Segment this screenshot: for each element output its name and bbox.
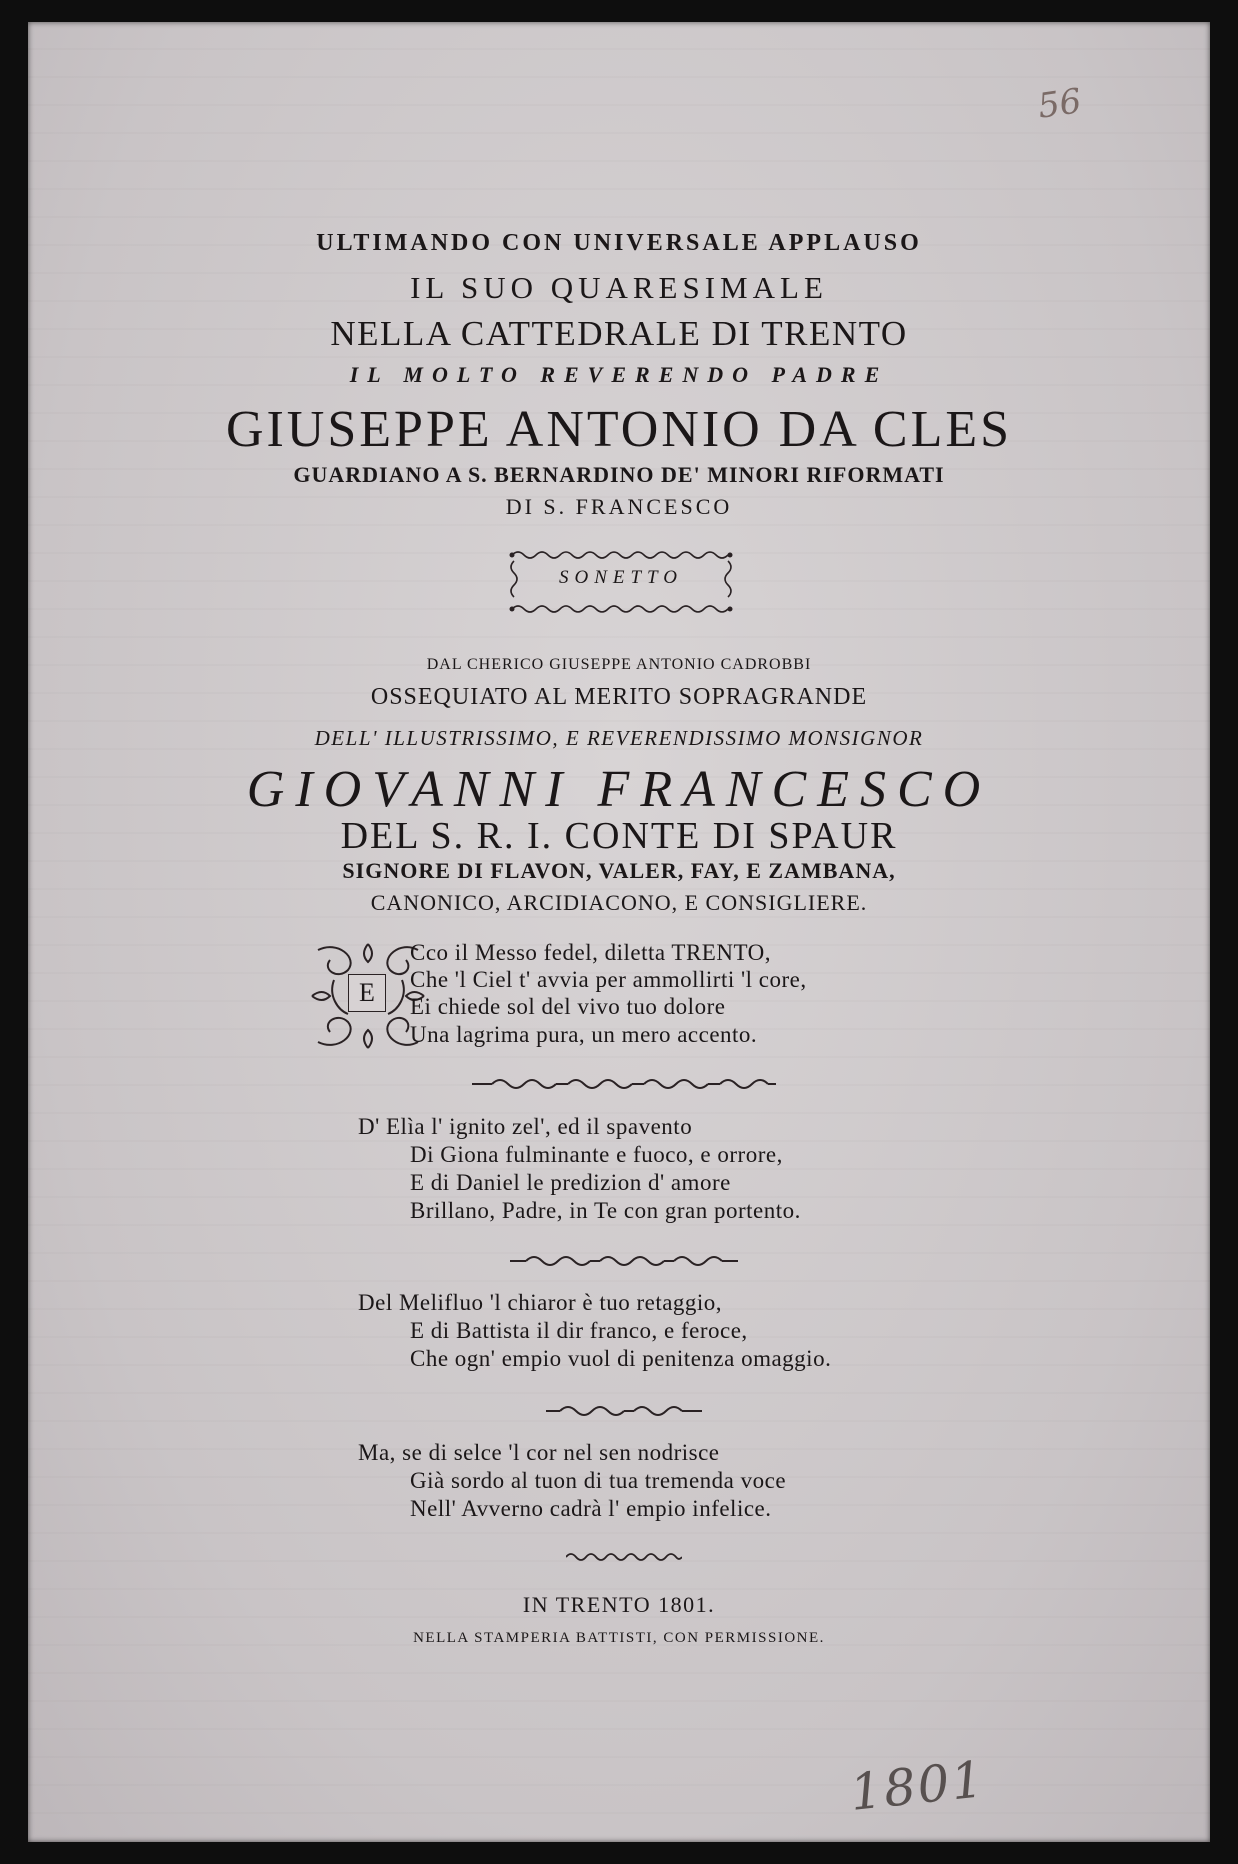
verse-line: Del Melifluo 'l chiaror è tuo retaggio, <box>358 1290 723 1315</box>
ornamental-divider-1 <box>472 1075 776 1093</box>
title-line-4: IL MOLTO REVERENDO PADRE <box>349 362 889 387</box>
verse-line: Nell' Avverno cadrà l' empio infelice. <box>410 1496 772 1521</box>
dedicatee-name: GIOVANNI FRANCESCO <box>246 761 992 818</box>
title-line-6: GUARDIANO A S. BERNARDINO DE' MINORI RIFORMATI <box>293 462 945 487</box>
sonetto-label: SONETTO <box>558 567 683 588</box>
verse-line: Una lagrima pura, un mero accento. <box>410 1022 758 1047</box>
title-line-2: IL SUO QUARESIMALE <box>410 270 828 305</box>
verse-line: D' Elìa l' ignito zel', ed il spavento <box>358 1114 693 1139</box>
dedication-line-3: DELL' ILLUSTRISSIMO, E REVERENDISSIMO MONSIGNOR <box>314 726 924 750</box>
printed-sheet <box>28 22 1210 1842</box>
sonetto-ornament-frame <box>506 547 736 617</box>
title-line-7: DI S. FRANCESCO <box>505 494 733 519</box>
verse-line: E di Daniel le predizion d' amore <box>410 1170 731 1195</box>
initial-letter: E <box>348 974 386 1012</box>
dedication-line-6: SIGNORE DI FLAVON, VALER, FAY, E ZAMBANA, <box>342 858 896 883</box>
ornamental-divider-3 <box>546 1402 702 1420</box>
title-preacher-name: GIUSEPPE ANTONIO DA CLES <box>225 401 1013 458</box>
imprint-place-date: IN TRENTO 1801. <box>522 1592 716 1617</box>
verse-line: Che 'l Ciel t' avvia per ammollirti 'l core, <box>410 967 807 992</box>
verse-line: E di Battista il dir franco, e feroce, <box>410 1318 748 1343</box>
ornamental-divider-2 <box>510 1252 738 1270</box>
handwritten-year-bottom: 1801 <box>847 1750 988 1822</box>
verse-line: Ma, se di selce 'l cor nel sen nodrisce <box>358 1440 720 1465</box>
verse-line: Ei chiede sol del vivo tuo dolore <box>410 994 726 1019</box>
verse-line: Già sordo al tuon di tua tremenda voce <box>410 1468 787 1493</box>
verse-line: Di Giona fulminante e fuoco, e orrore, <box>410 1142 783 1167</box>
title-line-3: NELLA CATTEDRALE DI TRENTO <box>330 314 908 353</box>
imprint-printer: NELLA STAMPERIA BATTISTI, CON PERMISSIONE. <box>413 1630 825 1646</box>
title-line-1: ULTIMANDO CON UNIVERSALE APPLAUSO <box>316 230 922 256</box>
dedication-line-2: OSSEQUIATO AL MERITO SOPRAGRANDE <box>370 684 868 710</box>
verse-line: Che ogn' empio vuol di penitenza omaggio. <box>410 1346 832 1371</box>
handwritten-number-top: 56 <box>1035 81 1084 127</box>
dedication-line-7: CANONICO, ARCIDIACONO, E CONSIGLIERE. <box>370 890 868 915</box>
verse-line: Brillano, Padre, in Te con gran portento. <box>410 1198 801 1223</box>
wavy-rule <box>566 1548 682 1566</box>
dedication-line-1: DAL CHERICO GIUSEPPE ANTONIO CADROBBI <box>426 656 812 673</box>
verse-line: Cco il Messo fedel, diletta TRENTO, <box>410 940 771 965</box>
dedication-line-5: DEL S. R. I. CONTE DI SPAUR <box>340 815 898 857</box>
